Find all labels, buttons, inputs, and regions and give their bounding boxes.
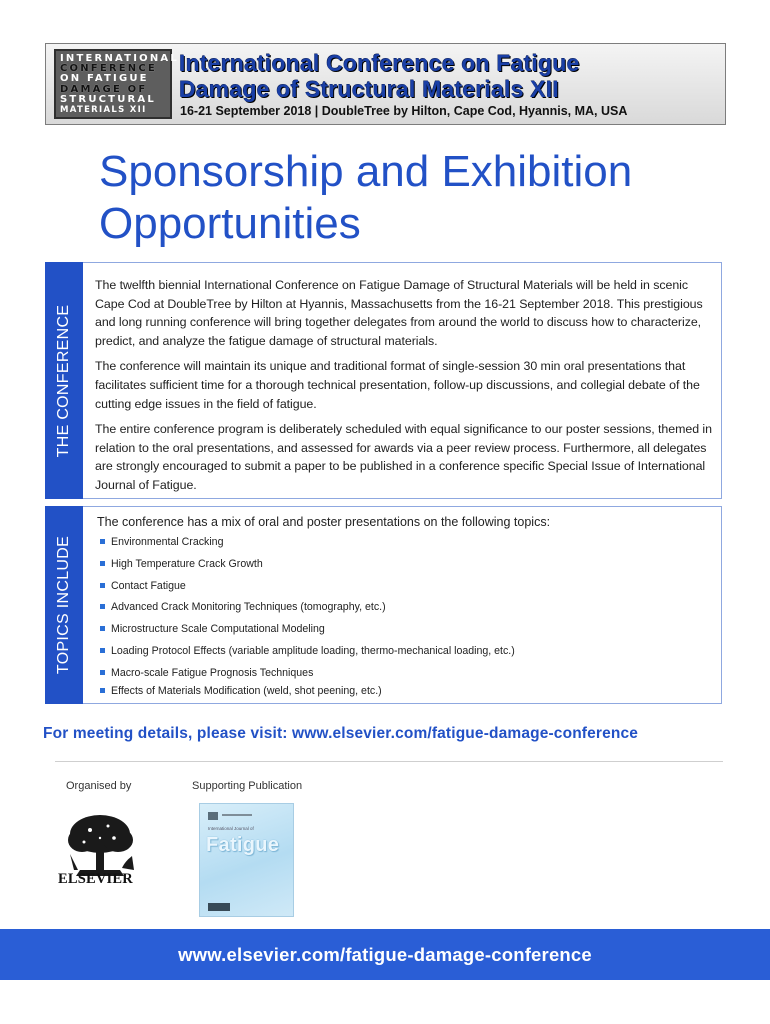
banner-subtitle: 16-21 September 2018 | DoubleTree by Hilton, Cape Cod, Hyannis, MA, USA (180, 104, 628, 118)
bullet-icon (100, 648, 105, 653)
conference-tab-label: THE CONFERENCE (55, 304, 72, 457)
topic-label: Microstructure Scale Computational Modeling (111, 623, 325, 636)
journal-cover (199, 803, 294, 917)
bullet-icon (100, 561, 105, 566)
topic-label: Effects of Materials Modification (weld, shot peening, etc.) (111, 684, 382, 697)
journal-title: Fatigue (206, 834, 280, 856)
journal-footer-mark (208, 903, 230, 911)
bullet-icon (100, 583, 105, 588)
footer-url-link[interactable]: www.elsevier.com/fatigue-damage-conference (178, 944, 592, 965)
conference-paragraph-2: The conference will maintain its unique and traditional format of single-session 30 min oral presentations that facilitates sufficient time for a thorough technical presentation, follow-up discussions, and collegial debate of the cutting edge issues in the field of fatigue. (95, 359, 700, 411)
logo-line-3: ON FATIGUE (60, 73, 149, 85)
banner-title-line2: Damage of Structural Materials XII (179, 76, 560, 102)
footer-bar (0, 929, 770, 980)
topics-side-tab (45, 506, 83, 704)
supporting-publication-label: Supporting Publication (192, 780, 303, 792)
topic-label: Environmental Cracking (111, 536, 224, 548)
conference-paragraph-3: The entire conference program is deliberately scheduled with equal significance to our poster sessions, themed in relation to the oral presentations, and assessed for awards via a peer review process. Furthermore, all delegates are strongly encouraged to submit a paper to be published in a conference specific Special Issue of International Journal of Fatigue. (95, 422, 712, 492)
topic-label: Contact Fatigue (111, 579, 186, 592)
logo-line-4: DAMAGE OF (60, 83, 148, 95)
topic-label: Advanced Crack Monitoring Techniques (tomography, etc.) (111, 601, 386, 614)
meeting-details-link[interactable]: For meeting details, please visit: www.elsevier.com/fatigue-damage-conference (43, 725, 639, 742)
conference-panel (83, 262, 722, 499)
conference-banner (45, 43, 726, 125)
topics-intro: The conference has a mix of oral and poster presentations on the following topics: (97, 515, 551, 529)
bullet-icon (100, 688, 105, 693)
topic-label: High Temperature Crack Growth (111, 557, 263, 570)
topic-item (97, 580, 715, 602)
conference-logo (54, 49, 179, 119)
conference-side-tab (45, 262, 83, 499)
topic-item (97, 667, 715, 685)
topic-label: Macro-scale Fatigue Prognosis Techniques (111, 666, 314, 679)
logo-line-1: INTERNATIONAL (60, 53, 179, 64)
topics-tab-label: TOPICS INCLUDE (55, 535, 72, 675)
topic-item (97, 685, 715, 703)
journal-subtitle: International Journal of (208, 826, 254, 831)
bullet-icon (100, 626, 105, 631)
page-title: Sponsorship and Exhibition Opportunities (99, 147, 633, 248)
topic-item (97, 645, 715, 667)
organised-by-label: Organised by (66, 780, 132, 792)
topic-label: Loading Protocol Effects (variable amplitude loading, thermo-mechanical loading, etc.) (111, 644, 515, 657)
journal-header-rule (222, 814, 252, 816)
bullet-icon (100, 539, 105, 544)
elsevier-wordmark: ELSEVIER (58, 871, 133, 887)
topic-item (97, 536, 715, 558)
topics-list (97, 536, 715, 703)
journal-publisher-mark (208, 812, 218, 820)
logo-line-6: MATERIALS XII (60, 105, 147, 116)
topic-item (97, 601, 715, 623)
bullet-icon (100, 604, 105, 609)
bullet-icon (100, 670, 105, 675)
topic-item (97, 558, 715, 580)
logo-line-2: CONFERENCE (60, 63, 157, 75)
divider (55, 761, 723, 762)
logo-line-5: STRUCTURAL (60, 93, 156, 105)
banner-title-line1: International Conference on Fatigue (179, 50, 580, 76)
topic-item (97, 623, 715, 645)
conference-paragraph-1: The twelfth biennial International Conference on Fatigue Damage of Structural Materials will be held in scenic Cape Cod at DoubleTree by Hilton at Hyannis, Massachusetts from the 16-21 September 2018. This prestigious and long running conference will bring together delegates from around the world to discuss how to characterize, predict, and analyze the fatigue damage of structural materials. (95, 278, 703, 348)
topics-panel (83, 506, 722, 704)
